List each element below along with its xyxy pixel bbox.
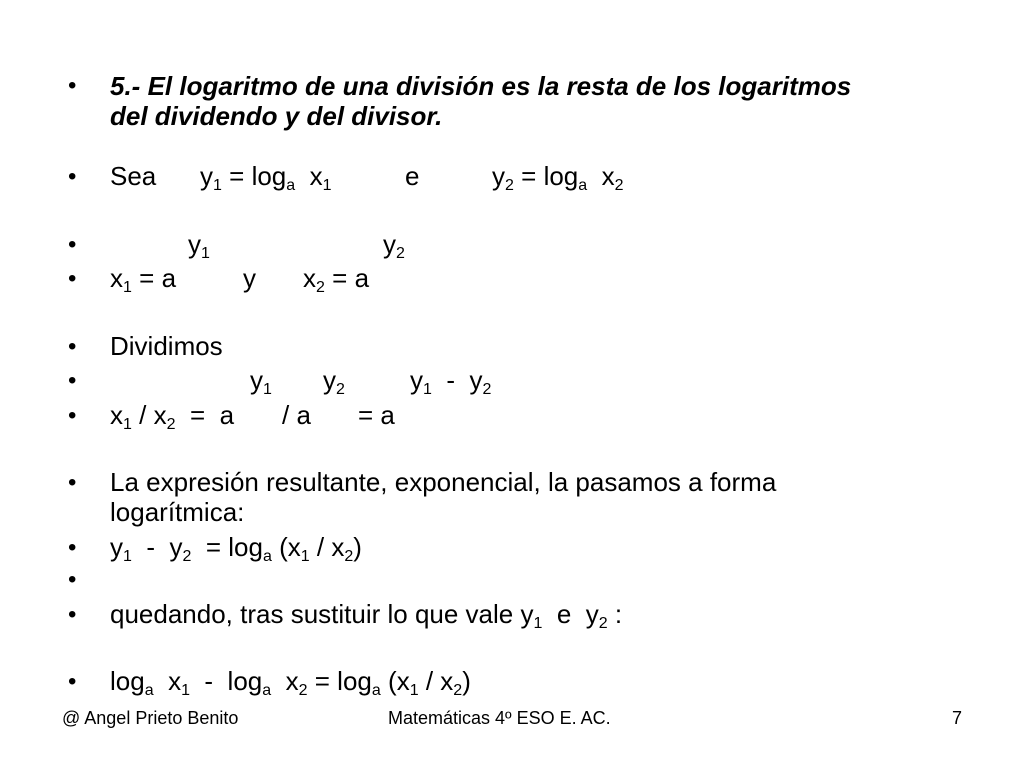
slide: • 5.- El logaritmo de una división es la resta de los logaritmos del dividendo y del divisor. • Sea $y_1 = \log_a x_1$ e $y_2 = \log_a x_2$ • $y_1$ $y_2$ • $x_1 = a$ y $x_2 = a$ • Dividimos • $y_1$ $y_2$ $y_1 - y_2$ • $x_1 / x_2 = a$ / a = a • La expresión resultante, exponencial, la pasamos a forma logarítmica: • $y_1 - y_2 = \log_a (x_1 / x_2)$ • • quedando, tras sustituir lo que vale $y_1$ e $y_2$ : • $\log_a x_1 - \log_a x_2 = \log_a (x_1 / x_2)$ @ Angel Prieto Benito Matemáticas 4º ESO E. AC. 7 (62, 71, 963, 728)
bullet-quedando: • (68, 601, 77, 628)
y1-def: $y_1 = \log_a x_1$ (200, 161, 332, 194)
bullet-expression: • (68, 469, 77, 496)
bullet-final: • (68, 668, 77, 695)
bullet-log-result: • (68, 534, 77, 561)
bullet-exponential: • (68, 265, 77, 292)
footer-page-number: 7 (952, 708, 963, 728)
expression-line-2: logarítmica: (110, 497, 245, 527)
footer-author: @ Angel Prieto Benito (62, 708, 239, 728)
footer-course: Matemáticas 4º ESO E. AC. (388, 708, 611, 728)
e-word: e (405, 161, 420, 191)
bullet-empty: • (68, 566, 77, 593)
title-line-2: del dividendo y del divisor. (110, 101, 443, 131)
y2-def: $y_2 = \log_a x_2$ (492, 161, 624, 194)
bullet-exponents-2: • (68, 367, 77, 394)
title-line-1: 5.- El logaritmo de una división es la resta de los logaritmos (110, 71, 852, 101)
log-result-line: $y_1 - y_2 = \log_a (x_1 / x_2)$ (110, 532, 362, 565)
quedando-line: quedando, tras sustituir lo que vale $y_1$ e $y_2$ : (110, 599, 623, 632)
final-result-line: $\log_a x_1 - \log_a x_2 = \log_a (x_1 / x_2)$ (110, 666, 471, 699)
bullet-dividimos: • (68, 333, 77, 360)
bullet-exponents-1: • (68, 231, 77, 258)
bullet-title: • (68, 72, 77, 99)
sea-word: Sea (110, 161, 157, 191)
expression-line-1: La expresión resultante, exponencial, la pasamos a forma (110, 467, 777, 497)
bullet-sea: • (68, 163, 77, 190)
dividimos-text: Dividimos (110, 331, 223, 361)
bullet-division: • (68, 402, 77, 429)
